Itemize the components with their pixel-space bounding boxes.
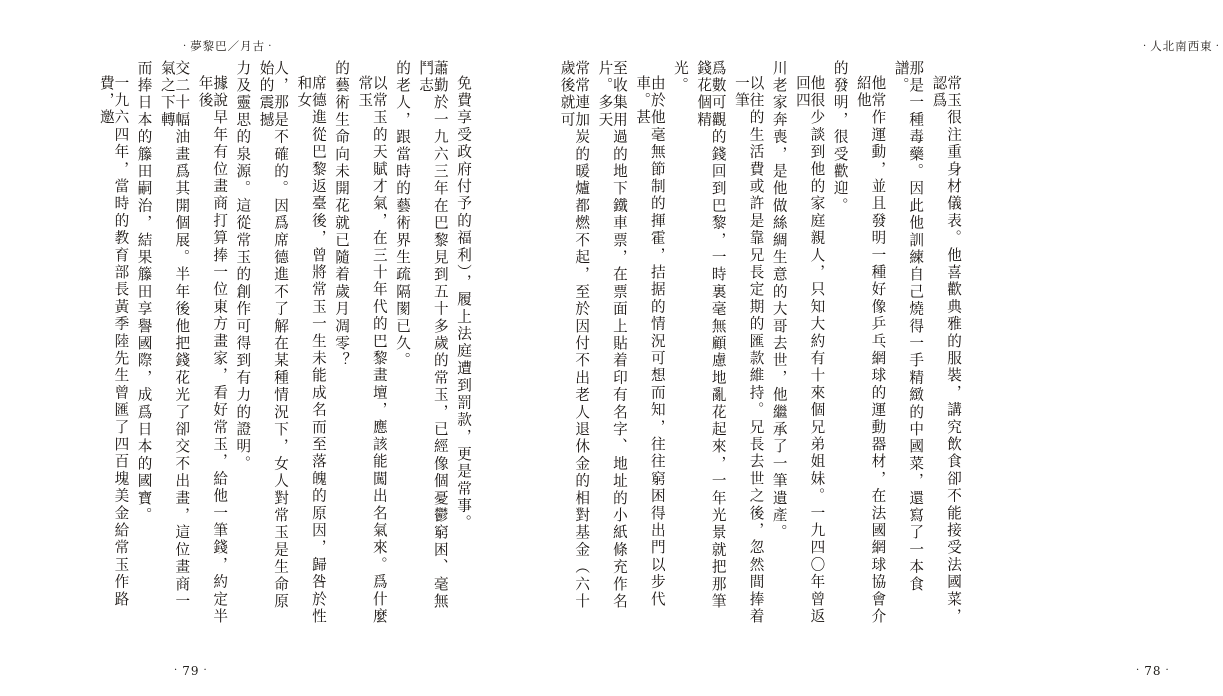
body-text-left	[24, 60, 472, 626]
text-column: 以往的生活費或許是靠兄長定期的匯款維持。兄長去世之後，忽然間捧着一筆	[732, 75, 765, 626]
running-head-left	[180, 38, 275, 54]
page-gutter	[492, 0, 493, 696]
page-number-dot-end: ·	[203, 665, 208, 676]
running-head-right	[1140, 38, 1223, 54]
ornament-dot-left-end: ·	[268, 41, 273, 52]
text-column: 常常連加炭的暖爐都燃不起，至於因付不出老人退休金的相對基金（六十歲後就可	[558, 60, 591, 611]
text-column: 蕭勤於一九六三年在巴黎見到五十多歲的常玉，已經像個憂鬱窮困、毫無鬥志	[417, 60, 449, 611]
text-column: 那是一種毒藥。因此他訓練自己燒得一手精緻的中國菜，還寫了一本食譜。	[892, 60, 925, 594]
page-left	[0, 0, 492, 696]
text-column: 交二十幅油畫爲其開個展。半年後他把錢花光了卻交不出畫，這位畫商一氣之下轉	[158, 60, 191, 611]
text-column: 以常玉的天賦才氣，在三十年代的巴黎畫壇，應該能闖出名氣來。爲什麼常玉	[356, 75, 388, 626]
text-column: 至收集用過的地下鐵車票，在票面上貼着印有名字、地址的小紙條充作名片。多天	[596, 60, 628, 611]
running-head-right-text: 人北南西東	[1150, 39, 1213, 53]
page-number-dot-end: ·	[1165, 665, 1170, 676]
ornament-dot-left-start: ·	[183, 41, 188, 52]
text-column: 光。	[671, 60, 689, 95]
text-column: 免費享受政府付予的福利），履上法庭遭到罰款，更是常事。	[455, 75, 472, 533]
text-column: 川老家奔喪，是他做絲綢生意的大哥去世，他繼承了一筆遺產。	[770, 60, 788, 542]
text-column: 常玉很注重身材儀表。他喜歡典雅的服裝，講究飲食卻不能接受法國菜，認爲	[930, 75, 962, 626]
text-column: 爲數可觀的錢回到巴黎，一時裏毫無顧慮地亂花起來，一年光景就把那筆錢花個精	[695, 60, 727, 611]
page-number-dot-start: ·	[1136, 665, 1141, 676]
page-number-right	[1132, 664, 1174, 678]
page-number-right-text: 78	[1144, 664, 1162, 678]
text-column: 的發明，很受歡迎。	[831, 60, 849, 215]
text-column: 而捧日本的籐田嗣治，結果籐田享譽國際，成爲日本的國寶。	[135, 60, 153, 525]
text-column: 的藝術生命向未開花就已隨着歲月凋零？	[333, 60, 351, 370]
text-column: 一九六四年，當時的教育部長黃季陸先生曾匯了四百塊美金給常玉作路費，邀	[97, 75, 130, 609]
page-right	[492, 0, 1220, 696]
text-column: 他常作運動，並且發明一種好像乒乓網球的運動器材，在法國網球協會介紹他	[854, 75, 887, 626]
text-column: 由於他毫無節制的揮霍，拮据的情況可想而知，往往窮困得出門以步代車。甚	[634, 75, 666, 609]
ornament-dot-right-start: ·	[1143, 41, 1148, 52]
text-column: 的老人，跟當時的藝術界生疏隔閡已久。	[394, 60, 412, 370]
page-number-left	[170, 664, 212, 678]
ornament-dot-right-end: ·	[1215, 41, 1220, 52]
text-column: 據說早年有位畫商打算捧一位東方畫家，看好常玉，給他一筆錢，約定半年後	[196, 75, 229, 626]
body-text-right	[512, 60, 962, 626]
text-column: 力及靈思的泉源。這從常玉的創作可得到有力的證明。	[234, 60, 252, 473]
text-column: 人，那是不確的。因爲席德進不了解在某種情況下，女人對常玉是生命原始的震撼	[257, 60, 290, 611]
text-column: 席德進從巴黎返臺後，曾將常玉一生未能成名而至落魄的原因，歸咎於性和女	[295, 75, 327, 626]
page-number-dot-start: ·	[174, 665, 179, 676]
running-head-left-text: 夢黎巴／月古	[190, 39, 266, 53]
text-column: 他很少談到他的家庭親人，只知大約有十來個兄弟姐妹。一九四〇年曾返回四	[793, 75, 826, 626]
page-number-left-text: 79	[182, 664, 200, 678]
